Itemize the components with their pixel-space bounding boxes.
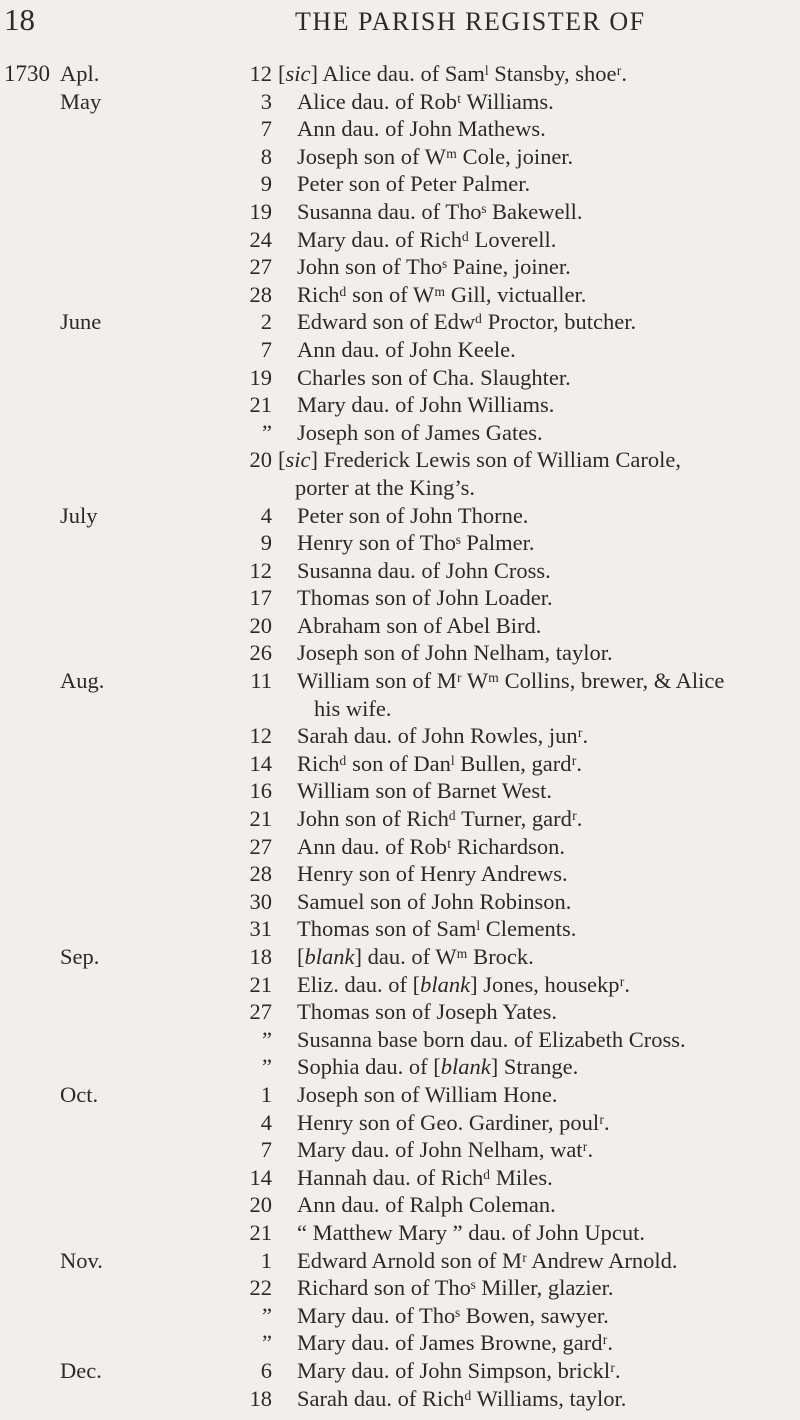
entry-day: 31 — [249, 916, 272, 942]
entry-text — [297, 391, 792, 419]
entry-day: ” — [262, 1330, 272, 1356]
entry-line: Abraham son of Abel Bird. — [297, 612, 542, 638]
entry-day: 28 — [249, 281, 272, 307]
entry-day: ” — [262, 1054, 272, 1080]
entry-text — [297, 1053, 792, 1081]
entry-month: Aug. — [60, 668, 105, 694]
entry-line: Henry son of Henry Andrews. — [297, 861, 568, 887]
entry-line: Richᵈ son of Danˡ Bullen, gardʳ. — [297, 750, 582, 776]
entry-day: 20 — [249, 612, 272, 638]
register-entry — [0, 860, 800, 888]
entry-day: 4 — [260, 1109, 272, 1135]
entry-text — [297, 1136, 792, 1164]
editorial-marker: sic — [285, 61, 311, 86]
entry-line: Susanna dau. of John Cross. — [297, 557, 551, 583]
entry-line: Ann dau. of Ralph Coleman. — [297, 1192, 556, 1218]
register-entries — [0, 60, 800, 1412]
entry-day: 19 — [249, 198, 272, 224]
entry-text — [297, 722, 792, 750]
entry-line: Thomas son of Samˡ Clements. — [297, 916, 577, 942]
editorial-marker: blank — [440, 1054, 491, 1080]
entry-text — [297, 336, 792, 364]
register-entry — [0, 557, 800, 585]
register-entry — [0, 584, 800, 612]
entry-text — [297, 281, 792, 309]
entry-line: Mary dau. of Richᵈ Loverell. — [297, 226, 557, 252]
entry-day: 24 — [249, 226, 272, 252]
register-entry — [0, 1026, 800, 1054]
register-entry — [0, 998, 800, 1026]
entry-day: 28 — [249, 861, 272, 887]
register-entry — [0, 502, 800, 530]
entry-text — [297, 998, 792, 1026]
entry-text — [297, 143, 792, 171]
register-entry — [0, 1219, 800, 1247]
entry-day: 7 — [260, 1137, 272, 1163]
entry-line: Joseph son of John Nelham, taylor. — [297, 640, 613, 666]
year-label: 1730 — [4, 61, 50, 86]
entry-line: Richard son of Thoˢ Miller, glazier. — [297, 1275, 614, 1301]
entry-line: Mary dau. of Thoˢ Bowen, sawyer. — [297, 1302, 609, 1328]
entry-line: Joseph son of James Gates. — [297, 419, 543, 445]
register-entry — [0, 529, 800, 557]
entry-text — [297, 253, 792, 281]
entry-line: Mary dau. of John Simpson, bricklʳ. — [297, 1357, 621, 1383]
entry-day: 9 — [260, 530, 272, 556]
entry-text — [297, 364, 792, 392]
entry-text — [297, 1164, 792, 1192]
entry-day: 9 — [260, 171, 272, 197]
register-entry — [0, 1329, 800, 1357]
entry-line: Alice dau. of Robᵗ Williams. — [297, 88, 554, 114]
register-entry — [0, 750, 800, 778]
register-entry — [0, 777, 800, 805]
entry-text — [297, 1329, 792, 1357]
entry-day: 1 — [260, 1081, 272, 1107]
entry-text — [297, 1357, 792, 1385]
register-entry — [0, 364, 800, 392]
entry-day: 21 — [249, 392, 272, 418]
register-entry — [0, 1136, 800, 1164]
entry-line: Sarah dau. of Richᵈ Williams, taylor. — [297, 1385, 627, 1411]
register-entry — [0, 1081, 800, 1109]
register-entry — [0, 143, 800, 171]
entry-day: 18 — [249, 1385, 272, 1411]
register-entry — [0, 336, 800, 364]
entry-line: Peter son of Peter Palmer. — [297, 171, 531, 197]
entry-line: John son of Thoˢ Paine, joiner. — [297, 254, 571, 280]
entry-day: 26 — [249, 640, 272, 666]
entry-day: 17 — [249, 585, 272, 611]
entry-line: Thomas son of Joseph Yates. — [297, 999, 558, 1025]
entry-text — [297, 888, 792, 916]
entry-text — [297, 198, 792, 226]
entry-day: 21 — [249, 971, 272, 997]
entry-text — [297, 1026, 792, 1054]
entry-day: 2 — [260, 309, 272, 335]
editorial-marker: blank — [304, 944, 355, 969]
entry-line: Mary dau. of James Browne, gardʳ. — [297, 1330, 614, 1356]
entry-line: [sic] Frederick Lewis son of William Carole, — [278, 447, 681, 473]
entry-text — [297, 750, 792, 778]
entry-text — [297, 612, 792, 640]
entry-text — [297, 170, 792, 198]
entry-continuation: porter at the King’s. — [295, 474, 475, 500]
entry-text — [297, 226, 792, 254]
entry-day: 6 — [260, 1357, 272, 1383]
entry-text — [297, 1274, 792, 1302]
register-entry — [0, 1109, 800, 1137]
entry-month: Dec. — [60, 1357, 102, 1383]
entry-line: [sic] Alice dau. of Samˡ Stansby, shoeʳ. — [278, 61, 628, 86]
entry-line: Joseph son of Wᵐ Cole, joiner. — [297, 143, 574, 169]
entry-day: 12 — [249, 61, 272, 86]
register-entry — [0, 115, 800, 143]
entry-day: 14 — [249, 750, 272, 776]
entry-line: [blank] dau. of Wᵐ Brock. — [297, 944, 534, 969]
entry-line: Joseph son of William Hone. — [297, 1081, 558, 1107]
entry-day: 27 — [249, 999, 272, 1025]
register-entry — [0, 915, 800, 943]
register-entry — [0, 805, 800, 833]
entry-day: ” — [262, 1302, 272, 1328]
entry-month: Sep. — [60, 944, 100, 969]
entry-day: 7 — [260, 116, 272, 142]
entry-day: 11 — [250, 668, 272, 694]
register-entry — [0, 1053, 800, 1081]
register-entry — [0, 1357, 800, 1385]
entry-day: 8 — [260, 143, 272, 169]
entry-text — [297, 419, 792, 447]
register-entry — [0, 1302, 800, 1330]
entry-line: Richᵈ son of Wᵐ Gill, victualler. — [297, 281, 587, 307]
register-entry — [0, 1247, 800, 1275]
entry-line: Eliz. dau. of [blank] Jones, housekpʳ. — [297, 971, 630, 997]
entry-day: 19 — [249, 364, 272, 390]
running-title: THE PARISH REGISTER OF — [295, 7, 646, 36]
entry-line: Mary dau. of John Nelham, watʳ. — [297, 1137, 594, 1163]
entry-text — [278, 60, 792, 88]
register-entry — [0, 391, 800, 419]
entry-day: 27 — [249, 833, 272, 859]
entry-line: William son of Barnet West. — [297, 778, 552, 804]
entry-text — [297, 115, 792, 143]
entry-text — [297, 308, 792, 336]
register-entry — [0, 833, 800, 861]
register-entry — [0, 281, 800, 309]
entry-text — [297, 971, 792, 999]
entry-day: 21 — [249, 1219, 272, 1245]
register-entry — [0, 88, 800, 116]
entry-day: 12 — [249, 557, 272, 583]
entry-day: 18 — [249, 944, 272, 969]
register-entry — [0, 612, 800, 640]
register-entry — [0, 1385, 800, 1413]
register-entry — [0, 888, 800, 916]
entry-day: 3 — [260, 88, 272, 114]
entry-line: “ Matthew Mary ” dau. of John Upcut. — [297, 1219, 646, 1245]
entry-line: John son of Richᵈ Turner, gardʳ. — [297, 806, 583, 832]
entry-line: Ann dau. of John Keele. — [297, 336, 516, 362]
entry-text — [297, 943, 792, 971]
entry-text — [297, 833, 792, 861]
entry-text — [297, 1219, 792, 1247]
entry-text — [297, 639, 792, 667]
register-entry — [0, 1164, 800, 1192]
register-entry — [0, 419, 800, 447]
entry-text — [297, 502, 792, 530]
register-entry — [0, 226, 800, 254]
entry-day: 20 — [249, 447, 272, 473]
entry-line: Susanna dau. of Thoˢ Bakewell. — [297, 198, 583, 224]
page-header — [0, 0, 800, 60]
register-entry — [0, 446, 800, 501]
entry-month: May — [60, 88, 102, 114]
entry-month: Apl. — [60, 61, 100, 86]
register-entry — [0, 1191, 800, 1219]
register-entry — [0, 170, 800, 198]
register-entry — [0, 722, 800, 750]
entry-line: Edward son of Edwᵈ Proctor, butcher. — [297, 309, 637, 335]
entry-line: Mary dau. of John Williams. — [297, 392, 555, 418]
entry-text — [278, 446, 792, 501]
entry-line: Charles son of Cha. Slaughter. — [297, 364, 571, 390]
entry-day: 30 — [249, 888, 272, 914]
entry-line: Edward Arnold son of Mʳ Andrew Arnold. — [297, 1247, 678, 1273]
register-entry — [0, 1274, 800, 1302]
entry-line: Samuel son of John Robinson. — [297, 888, 572, 914]
entry-day: ” — [262, 419, 272, 445]
entry-line: Sophia dau. of [blank] Strange. — [297, 1054, 579, 1080]
entry-line: William son of Mʳ Wᵐ Collins, brewer, & Alice — [297, 668, 725, 694]
entry-month: July — [60, 502, 98, 528]
register-entry — [0, 943, 800, 971]
entry-text — [297, 777, 792, 805]
entry-text — [297, 805, 792, 833]
entry-line: Peter son of John Thorne. — [297, 502, 529, 528]
entry-day: 14 — [249, 1164, 272, 1190]
register-entry — [0, 971, 800, 999]
entry-line: Thomas son of John Loader. — [297, 585, 553, 611]
entry-text — [297, 860, 792, 888]
entry-month: June — [60, 309, 102, 335]
entry-text — [297, 1109, 792, 1137]
entry-day: 22 — [249, 1275, 272, 1301]
entry-text — [297, 1191, 792, 1219]
entry-day: 12 — [249, 723, 272, 749]
register-entry — [0, 253, 800, 281]
entry-text — [297, 584, 792, 612]
entry-line: Henry son of Thoˢ Palmer. — [297, 530, 535, 556]
entry-day: 27 — [249, 254, 272, 280]
register-entry — [0, 198, 800, 226]
entry-day: ” — [262, 1026, 272, 1052]
register-entry — [0, 60, 800, 88]
editorial-marker: blank — [420, 971, 471, 997]
page-number: 18 — [4, 2, 35, 37]
entry-continuation: his wife. — [314, 695, 392, 721]
entry-text — [297, 88, 792, 116]
register-entry — [0, 308, 800, 336]
entry-line: Ann dau. of John Mathews. — [297, 116, 546, 142]
entry-text — [297, 1247, 792, 1275]
entry-text — [297, 557, 792, 585]
entry-text — [297, 1302, 792, 1330]
entry-day: 21 — [249, 806, 272, 832]
entry-day: 20 — [249, 1192, 272, 1218]
entry-text — [297, 1081, 792, 1109]
entry-line: Henry son of Geo. Gardiner, poulʳ. — [297, 1109, 610, 1135]
entry-line: Hannah dau. of Richᵈ Miles. — [297, 1164, 553, 1190]
entry-line: Susanna base born dau. of Elizabeth Cross. — [297, 1026, 686, 1052]
entry-text — [297, 1385, 792, 1413]
entry-month: Oct. — [60, 1081, 99, 1107]
register-entry — [0, 639, 800, 667]
entry-text — [297, 915, 792, 943]
entry-day: 1 — [260, 1247, 272, 1273]
entry-text — [297, 667, 792, 722]
register-entry — [0, 667, 800, 722]
entry-day: 4 — [260, 502, 272, 528]
entry-day: 7 — [260, 336, 272, 362]
entry-text — [297, 529, 792, 557]
editorial-marker: sic — [285, 447, 311, 473]
entry-month: Nov. — [60, 1247, 103, 1273]
entry-line: Sarah dau. of John Rowles, junʳ. — [297, 723, 589, 749]
entry-line: Ann dau. of Robᵗ Richardson. — [297, 833, 566, 859]
entry-day: 16 — [249, 778, 272, 804]
